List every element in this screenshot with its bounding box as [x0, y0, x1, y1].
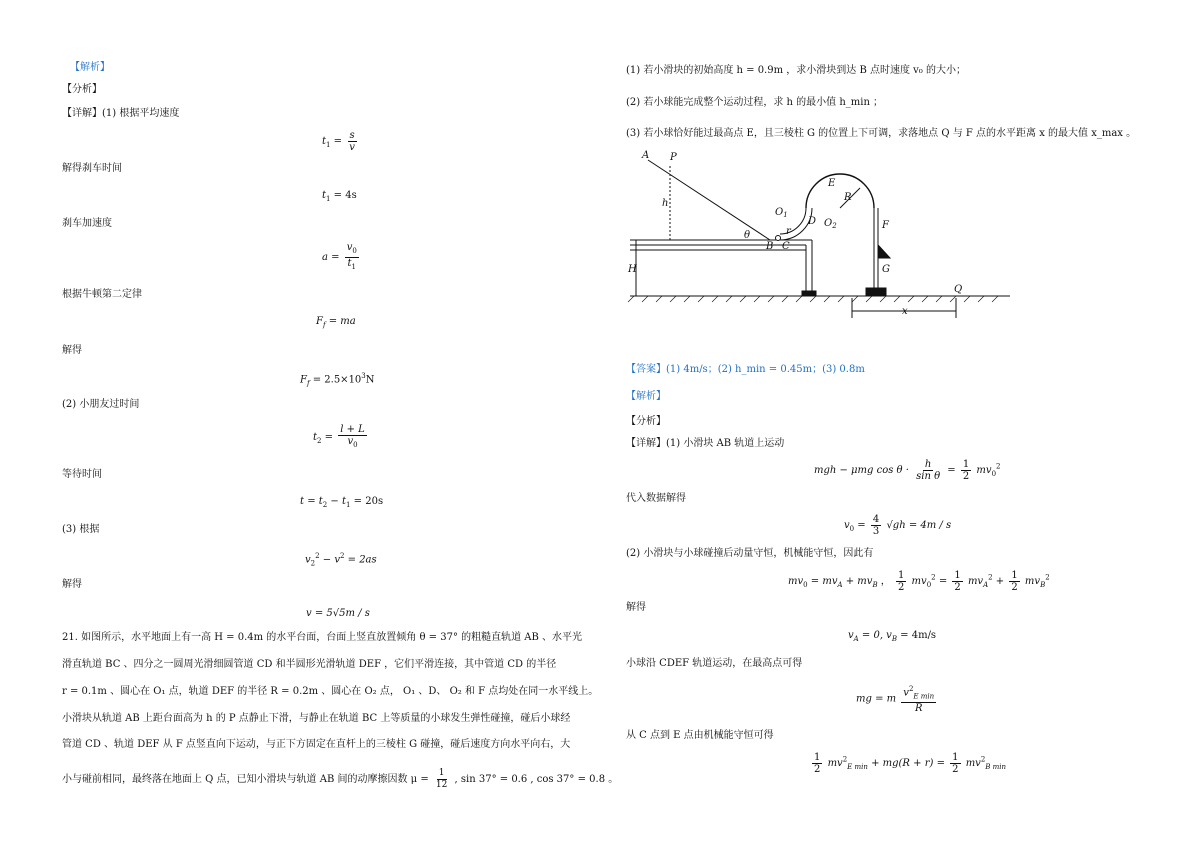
problem21-line3: r = 0.1m 、圆心在 O₁ 点，轨道 DEF 的半径 R = 0.2m 、圆心在 O₂ 点， O₁ 、D、 O₂ 和 F 点均处在同一水平线上。	[62, 686, 599, 697]
fig-label-D: D	[808, 216, 817, 227]
eq-energy-c-e: $\frac{1}{2}$ $mv^2_{E min} + mg(R + r)$ = $\frac{1}{2}$ $mv^2_{B min}$	[814, 752, 1007, 775]
text-solve: 解得	[626, 602, 646, 613]
fig-label-r: r	[786, 226, 791, 237]
text-cdef-motion: 小球沿 CDEF 轨道运动，在最高点可得	[626, 658, 803, 669]
eq-v0: $v_0$ = $\frac{4}{3}$ √gh = 4m / s	[844, 514, 952, 537]
fig-label-C: C	[782, 241, 790, 252]
eq-velocity-result: v = 5√5m / s	[306, 608, 370, 619]
text-basis-3: (3) 根据	[62, 524, 100, 535]
eq-wait: $t = t_2 - t_1 = 20s$	[300, 496, 384, 509]
question-3: (3) 若小球恰好能过最高点 E，且三棱柱 G 的位置上下可调，求落地点 Q 与 F 点的水平距离 x 的最大值 x_max 。	[626, 128, 1137, 139]
eq-top-point: mg = m $\frac{v^2_{E min}}{R}$	[856, 685, 935, 715]
text-brake-acc: 刹车加速度	[62, 218, 112, 229]
right-xiangjie-line: 【详解】(1) 小滑块 AB 轨道上运动	[626, 438, 785, 449]
fig-label-A: A	[642, 150, 650, 161]
fig-label-F: F	[882, 220, 889, 231]
eq-t1-value: $t_1 = 4s$	[322, 190, 357, 203]
fig-label-h: h	[662, 198, 669, 209]
fig-label-B: B	[766, 241, 774, 252]
eq-momentum-energy: $mv_0 = mv_A + mv_B$ ， $\frac{1}{2}$ $mv_0^2$ = $\frac{1}{2}$ $mv_A^2$ + $\frac{1}{2}$ $mv_B^2$	[788, 570, 1050, 593]
fig-label-O2: $O_2$	[824, 218, 837, 230]
fig-label-x: x	[902, 306, 908, 317]
problem21-line1: 21. 如图所示，水平地面上有一高 H = 0.4m 的水平台面，台面上竖直放置倾角 θ = 37° 的粗糙直轨道 AB 、水平光	[62, 632, 583, 643]
eq-friction-value: $F_f = 2.5\times 10^3N$	[300, 372, 375, 388]
fig-label-Q: Q	[954, 284, 963, 295]
physics-figure	[620, 148, 1020, 323]
left-jiexi-heading: 【解析】	[70, 62, 110, 73]
fig-label-O1: $O_1$	[775, 207, 788, 219]
text-child-time: (2) 小朋友过时间	[62, 399, 140, 410]
eq-t1-formula: $t_1$ = $\frac{s}{v}$	[322, 130, 355, 153]
question-1: (1) 若小滑块的初始高度 h = 0.9m ，求小滑块到达 B 点时速度 v₀ 的大小；	[626, 65, 966, 76]
eq-t2: $t_2$ = $\frac{l + L}{v_0}$	[313, 424, 365, 449]
left-fenxi-heading: 【分析】	[62, 84, 102, 95]
fig-label-R: R	[844, 192, 852, 203]
question-2: (2) 若小球能完成整个运动过程，求 h 的最小值 h_min ；	[626, 97, 884, 108]
text-collision: (2) 小滑块与小球碰撞后动量守恒，机械能守恒，因此有	[626, 548, 874, 559]
eq-energy-slide: mgh − μmg cos θ · $\frac{h}{\text{sin θ}}$ = $\frac{1}{2}$ $mv_0^2$	[814, 459, 1001, 482]
fig-label-H: H	[628, 264, 637, 275]
right-fenxi-heading: 【分析】	[626, 416, 666, 427]
text-wait-time: 等待时间	[62, 469, 102, 480]
text-newton: 根据牛顿第二定律	[62, 289, 142, 300]
text-substitute: 代入数据解得	[626, 493, 686, 504]
eq-acceleration: a = $\frac{v_0}{t_1}$	[322, 242, 357, 271]
fig-label-theta: θ	[744, 230, 751, 241]
answer-line: 【答案】(1) 4m/s；(2) h_min = 0.45m；(3) 0.8m	[626, 364, 865, 375]
problem21-line2: 滑直轨道 BC 、四分之一圆周光滑细圆管道 CD 和半圆形光滑轨道 DEF ，它们平滑连接，其中管道 CD 的半径	[62, 659, 557, 670]
fig-label-P: P	[670, 152, 677, 163]
text-c-to-e: 从 C 点到 E 点由机械能守恒可得	[626, 730, 774, 741]
text-solve-1: 解得	[62, 345, 82, 356]
problem21-line6: 小与碰前相同，最终落在地面上 Q 点，已知小滑块与轨道 AB 间的动摩擦因数 μ = $\frac{1}{12}$ , sin 37° = 0.6 , cos 37° = 0.8 。	[62, 768, 619, 790]
problem21-line4: 小滑块从轨道 AB 上距台面高为 h 的 P 点静止下滑，与静止在轨道 BC 上等质量的小球发生弹性碰撞，碰后小球经	[62, 713, 571, 724]
eq-friction: $F_f$ = ma	[316, 316, 356, 329]
fig-label-G: G	[882, 264, 890, 275]
problem21-line5: 管道 CD 、轨道 DEF 从 F 点竖直向下运动，与正下方固定在直杆上的三棱柱 G 碰撞，碰后速度方向水平向右，大	[62, 739, 571, 750]
text-brake-time: 解得刹车时间	[62, 163, 122, 174]
eq-velocities: $v_A = 0$, $v_B = 4m/s$	[848, 630, 937, 643]
fig-label-E: E	[828, 178, 836, 189]
left-xiangjie-line: 【详解】(1) 根据平均速度	[62, 108, 180, 119]
text-solve-2: 解得	[62, 579, 82, 590]
eq-velocity: $v_2^2 - v^2 = 2as$	[305, 552, 377, 568]
right-jiexi-heading: 【解析】	[626, 391, 666, 402]
